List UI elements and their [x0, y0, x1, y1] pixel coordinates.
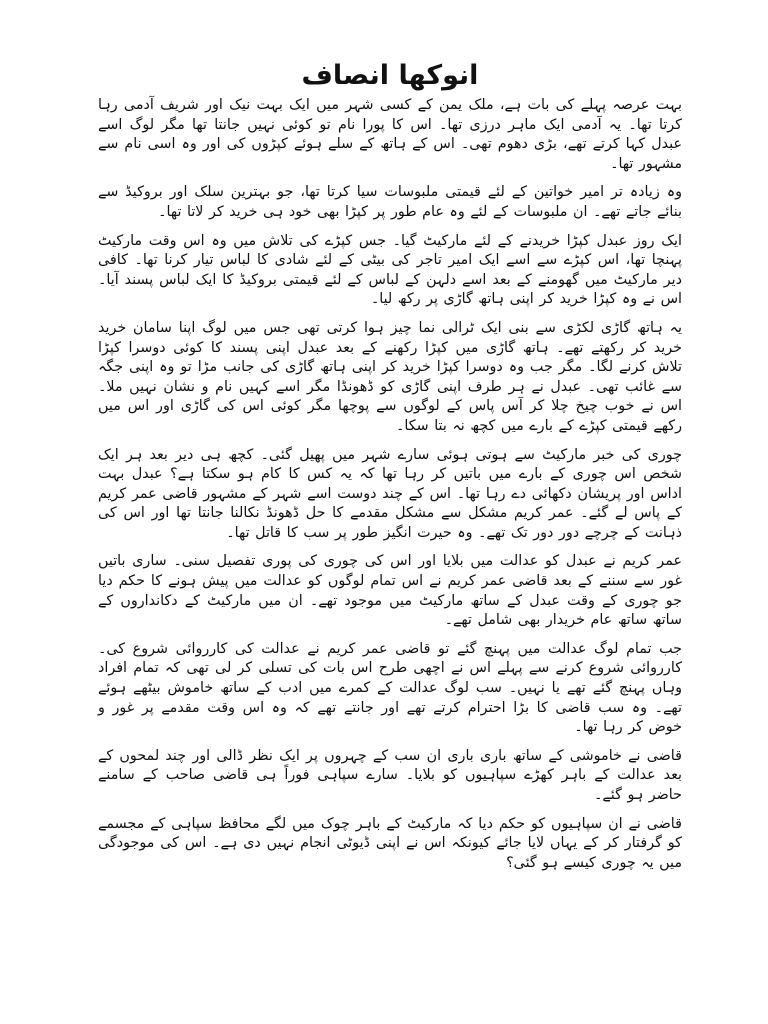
paragraph-5: چوری کی خبر مارکیٹ سے ہوتی ہوئی سارے شہر میں پھیل گئی۔ کچھ ہی دیر بعد ہر ایک شخص اس چوری کے بارے میں باتیں کر رہا تھا کہ یہ کس کا کام ہو سکتا ہے؟ عبدل بہت اداس اور پریشان دکھائی دے رہا تھا۔ اس کے چند دوست اسے شہر کے مشہور قاضی عمر کریم کے پاس لے گئے۔ عمر کریم مشکل سے مشکل مقدمے کا حل ڈھونڈ نکالنا جانتا تھا اور اس کی ذہانت کے چرچے دور دور تک تھے۔ وہ حیرت انگیز طور پر سب کا قاتل تھا۔: [98, 446, 682, 541]
paragraph-3: ایک روز عبدل کپڑا خریدنے کے لئے مارکیٹ گیا۔ جس کپڑے کی تلاش میں وہ اس وقت مارکیٹ پہنچا تھا، اس کپڑے سے اسے ایک امیر تاجر کی بیٹی کے لئے شادی کا لباس تیار کرنا تھا۔ کافی دیر مارکیٹ میں گھومنے کے بعد اسے دلہن کے لباس کے لئے قیمتی بروکیڈ کا ایک لباس پسند آیا۔ اس نے وہ کپڑا خرید کر اپنی ہاتھ گاڑی پر رکھ لیا۔: [98, 232, 682, 308]
story-title: انوکھا انصاف: [301, 60, 479, 91]
paragraph-9: قاضی نے ان سپاہیوں کو حکم دیا کہ مارکیٹ کے باہر چوک میں لگے محافظ سپاہی کے مجسمے کو گرفتار کر کے یہاں لایا جائے کیونکہ اس نے اپنی ڈیوٹی انجام نہیں دی ہے۔ اس کی موجودگی میں یہ چوری کیسے ہو گئی؟: [98, 815, 682, 871]
paragraph-8: قاضی نے خاموشی کے ساتھ باری باری ان سب کے چہروں پر ایک نظر ڈالی اور چند لمحوں کے بعد عدالت کے باہر کھڑے سپاہیوں کو بلایا۔ سارے سپاہی فوراً ہی قاضی صاحب کے سامنے حاضر ہو گئے۔: [98, 747, 682, 803]
paragraph-2: وہ زیادہ تر امیر خواتین کے لئے قیمتی ملبوسات سیا کرتا تھا، جو بہترین سلک اور بروکیڈ سے بنائے جاتے تھے۔ ان ملبوسات کے لئے وہ عام طور پر کپڑا بھی خود ہی خرید کر لاتا تھا۔: [98, 184, 682, 220]
paragraph-1: بہت عرصہ پہلے کی بات ہے، ملک یمن کے کسی شہر میں ایک بہت نیک اور شریف آدمی رہا کرتا تھا۔ یہ آدمی ایک ماہر درزی تھا۔ اس کا پورا نام تو کوئی نہیں جانتا تھا مگر لوگ اسے عبدل کہا کرتے تھے، بڑی دھوم تھی۔ اس کے ہاتھ کے سلے ہوئے کپڑوں کی اور وہ اسی نام سے مشہور تھا۔: [98, 97, 682, 172]
paragraph-6: عمر کریم نے عبدل کو عدالت میں بلایا اور اس کی چوری کی پوری تفصیل سنی۔ ساری باتیں غور سے سننے کے بعد قاضی عمر کریم نے اس تمام لوگوں کو عدالت میں پیش ہونے کا حکم دیا جو چوری کے وقت عبدل کے ساتھ مارکیٹ میں موجود تھے۔ ان میں مارکیٹ کے دکانداروں کے ساتھ ساتھ عام خریدار بھی شامل تھے۔: [98, 553, 682, 629]
paragraph-4: یہ ہاتھ گاڑی لکڑی سے بنی ایک ٹرالی نما چیز ہوا کرتی تھی جس میں لوگ اپنا سامان خرید خرید کر رکھتے تھے۔ ہاتھ گاڑی میں کپڑا رکھنے کے بعد عبدل اپنی پسند کا کوئی دوسرا کپڑا تلاش کرنے لگا۔ مگر جب وہ دوسرا کپڑا خرید کر اپنی ہاتھ گاڑی کی جانب مڑا تو وہ اپنی جگہ سے غائب تھی۔ عبدل نے ہر طرف اپنی گاڑی کو ڈھونڈا مگر اسے کہیں نام و نشان نہیں ملا۔ اس نے خوب چیخ چلا کر آس پاس کے لوگوں سے پوچھا مگر کوئی اس کی گاڑی اور اس میں رکھے قیمتی کپڑے کے بارے میں کچھ نہ بتا سکا۔: [98, 319, 682, 434]
paragraph-7: جب تمام لوگ عدالت میں پہنچ گئے تو قاضی عمر کریم نے عدالت کی کارروائی شروع کی۔ کارروائی شروع کرنے سے پہلے اس نے اچھی طرح اس بات کی تسلی کر لی تھی کہ تمام افراد وہاں پہنچ گئے تھے یا نہیں۔ سب لوگ عدالت کے کمرے میں ادب کے ساتھ خاموش بیٹھے ہوئے تھے۔ وہ سب قاضی کا بڑا احترام کرتے تھے اور جانتے تھے کہ وہ اس وقت مقدمے پر غور و خوض کر رہا تھا۔: [98, 640, 682, 736]
